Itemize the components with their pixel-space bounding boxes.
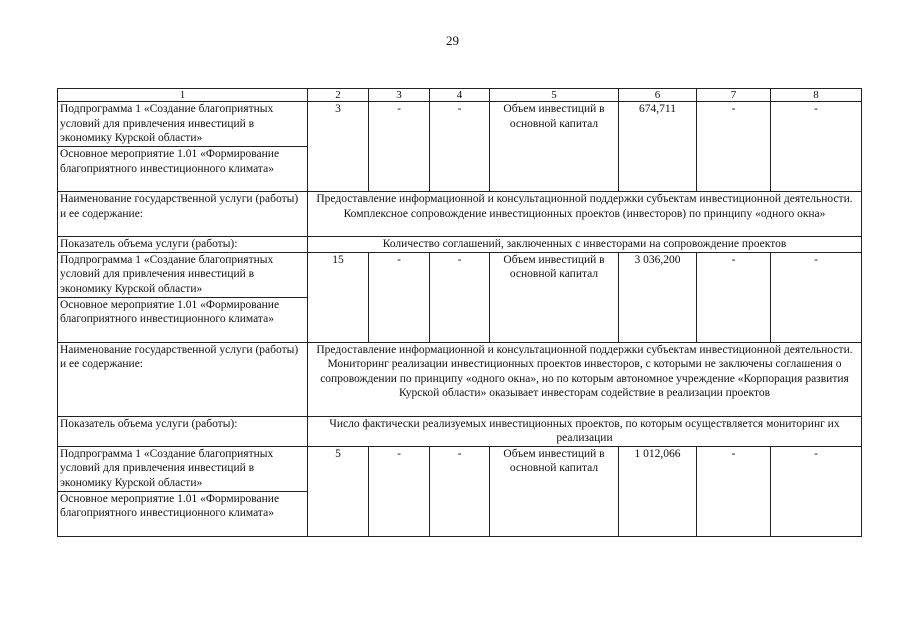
subprogram-cell: Подпрограмма 1 «Создание благоприятных условий для привлечения инвестиций в экономику Курской области»	[58, 102, 308, 147]
value-cell: -	[430, 446, 490, 536]
column-number: 4	[430, 89, 490, 102]
table-row	[58, 102, 862, 147]
value-cell: -	[697, 446, 771, 536]
service-description-cell	[308, 342, 862, 416]
service-label-cell: Наименование государственной услуги (работы) и ее содержание:	[58, 192, 308, 237]
indicator-value-cell: Число фактически реализуемых инвестиционных проектов, по которым осуществляется мониторинг их реализации	[308, 416, 862, 446]
value-cell: 3	[308, 102, 369, 192]
indicator-cell: Объем инвестиций в основной капитал	[490, 252, 619, 342]
service-description: Предоставление информационной и консультационной поддержки субъектам инвестиционной деятельности.	[316, 193, 853, 205]
indicator-label-cell: Показатель объема услуги (работы):	[58, 237, 308, 253]
service-label-cell: Наименование государственной услуги (работы) и ее содержание:	[58, 342, 308, 416]
value-cell: -	[369, 102, 430, 192]
column-number: 8	[771, 89, 862, 102]
value-cell: 15	[308, 252, 369, 342]
main-event-cell: Основное мероприятие 1.01 «Формирование благоприятного инвестиционного климата»	[58, 147, 308, 192]
value-cell: 5	[308, 446, 369, 536]
value-cell: -	[771, 102, 862, 192]
value-cell: -	[369, 446, 430, 536]
value-cell: 1 012,066	[619, 446, 697, 536]
value-cell: -	[771, 252, 862, 342]
column-number-row	[58, 89, 862, 102]
value-cell: 674,711	[619, 102, 697, 192]
table-row	[58, 416, 862, 446]
page-number: 29	[446, 33, 459, 48]
state-program-table	[57, 88, 862, 537]
column-number: 5	[490, 89, 619, 102]
service-description-cell	[308, 192, 862, 237]
table-row	[58, 192, 862, 237]
main-event-cell: Основное мероприятие 1.01 «Формирование благоприятного инвестиционного климата»	[58, 491, 308, 536]
column-number: 6	[619, 89, 697, 102]
service-description: Предоставление информационной и консультационной поддержки субъектам инвестиционной деятельности.	[316, 343, 853, 356]
table-row	[58, 252, 862, 297]
indicator-label-cell: Показатель объема услуги (работы):	[58, 416, 308, 446]
table-row	[58, 446, 862, 491]
value-cell: -	[369, 252, 430, 342]
indicator-cell: Объем инвестиций в основной капитал	[490, 446, 619, 536]
column-number: 7	[697, 89, 771, 102]
column-number: 1	[58, 89, 308, 102]
indicator-value-cell: Количество соглашений, заключенных с инвесторами на сопровождение проектов	[308, 237, 862, 253]
value-cell: -	[771, 446, 862, 536]
subprogram-cell: Подпрограмма 1 «Создание благоприятных условий для привлечения инвестиций в экономику Курской области»	[58, 446, 308, 491]
indicator-cell: Объем инвестиций в основной капитал	[490, 102, 619, 192]
value-cell: -	[430, 102, 490, 192]
column-number: 3	[369, 89, 430, 102]
table-row	[58, 342, 862, 416]
value-cell: -	[697, 252, 771, 342]
value-cell: -	[697, 102, 771, 192]
subprogram-cell: Подпрограмма 1 «Создание благоприятных условий для привлечения инвестиций в экономику Курской области»	[58, 252, 308, 297]
service-content: Мониторинг реализации инвестиционных проектов инвесторов, с которыми не заключены соглашения о сопровождении по принципу «одного окна», но по которым автономное учреждение «Корпорация развития Курской области» оказывает инвесторам содействие в реализации проектов	[320, 358, 849, 399]
column-number: 2	[308, 89, 369, 102]
main-event-cell: Основное мероприятие 1.01 «Формирование благоприятного инвестиционного климата»	[58, 297, 308, 342]
value-cell: 3 036,200	[619, 252, 697, 342]
service-content: Комплексное сопровождение инвестиционных проектов (инвесторов) по принципу «одного окна»	[343, 207, 826, 220]
table-row	[58, 237, 862, 253]
value-cell: -	[430, 252, 490, 342]
